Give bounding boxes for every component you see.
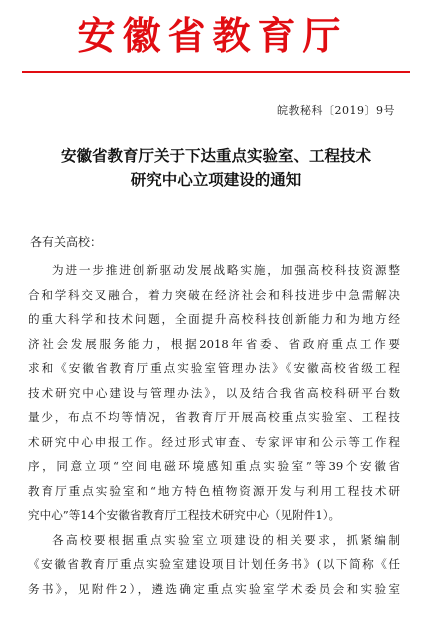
document-title [20, 144, 412, 192]
salutation: 各有关高校： [30, 235, 103, 249]
body-line: 《安徽省教育厅重点实验室建设项目计划任务书》(以下简称《任 [28, 557, 400, 571]
body-line: 教育厅重点实验室和“地方特色植物资源开发与利用工程技术研 [28, 483, 400, 498]
body-line: 合和学科交叉融合，着力突破在经济社会和科技进步中急需解决 [28, 287, 400, 302]
issuing-organization-masthead: 安徽省教育厅 [77, 14, 348, 58]
red-header-rule [22, 71, 410, 73]
document-title-line-2: 研究中心立项建设的通知 [130, 170, 302, 189]
body-text [28, 258, 400, 601]
document-title-line-1: 安徽省教育厅关于下达重点实验室、工程技术 [60, 146, 371, 165]
body-line: 序，同意立项“空间电磁环境感知重点实验室”等39个安徽省 [28, 459, 400, 473]
body-line: 务书》，见附件2），遴选确定重点实验室学术委员会和实验室 [28, 581, 400, 596]
body-line: 术研究中心申报工作。经过形式审查、专家评审和公示等工作程 [28, 434, 400, 449]
body-line: 济社会发展服务能力，根据2018年省委、省政府重点工作要 [28, 336, 400, 351]
body-line: 为进一步推进创新驱动发展战略实施，加强高校科技资源整 [52, 263, 400, 277]
body-line: 究中心”等14个安徽省教育厅工程技术研究中心（见附件1）。 [28, 508, 341, 522]
body-line: 求和《安徽省教育厅重点实验室管理办法》《安徽高校省级工程 [28, 361, 400, 375]
document-number: 皖教秘科〔2019〕9号 [277, 104, 395, 117]
body-line: 技术研究中心建设与管理办法》，以及结合我省高校科研平台数 [28, 385, 400, 400]
body-line: 各高校要根据重点实验室立项建设的相关要求，抓紧编制 [52, 532, 400, 547]
body-line: 的重大科学和技术问题，全面提升高校科技创新能力和为地方经 [28, 312, 400, 326]
body-line: 量少，布点不均等情况，省教育厅开展高校重点实验室、工程技 [28, 410, 400, 424]
